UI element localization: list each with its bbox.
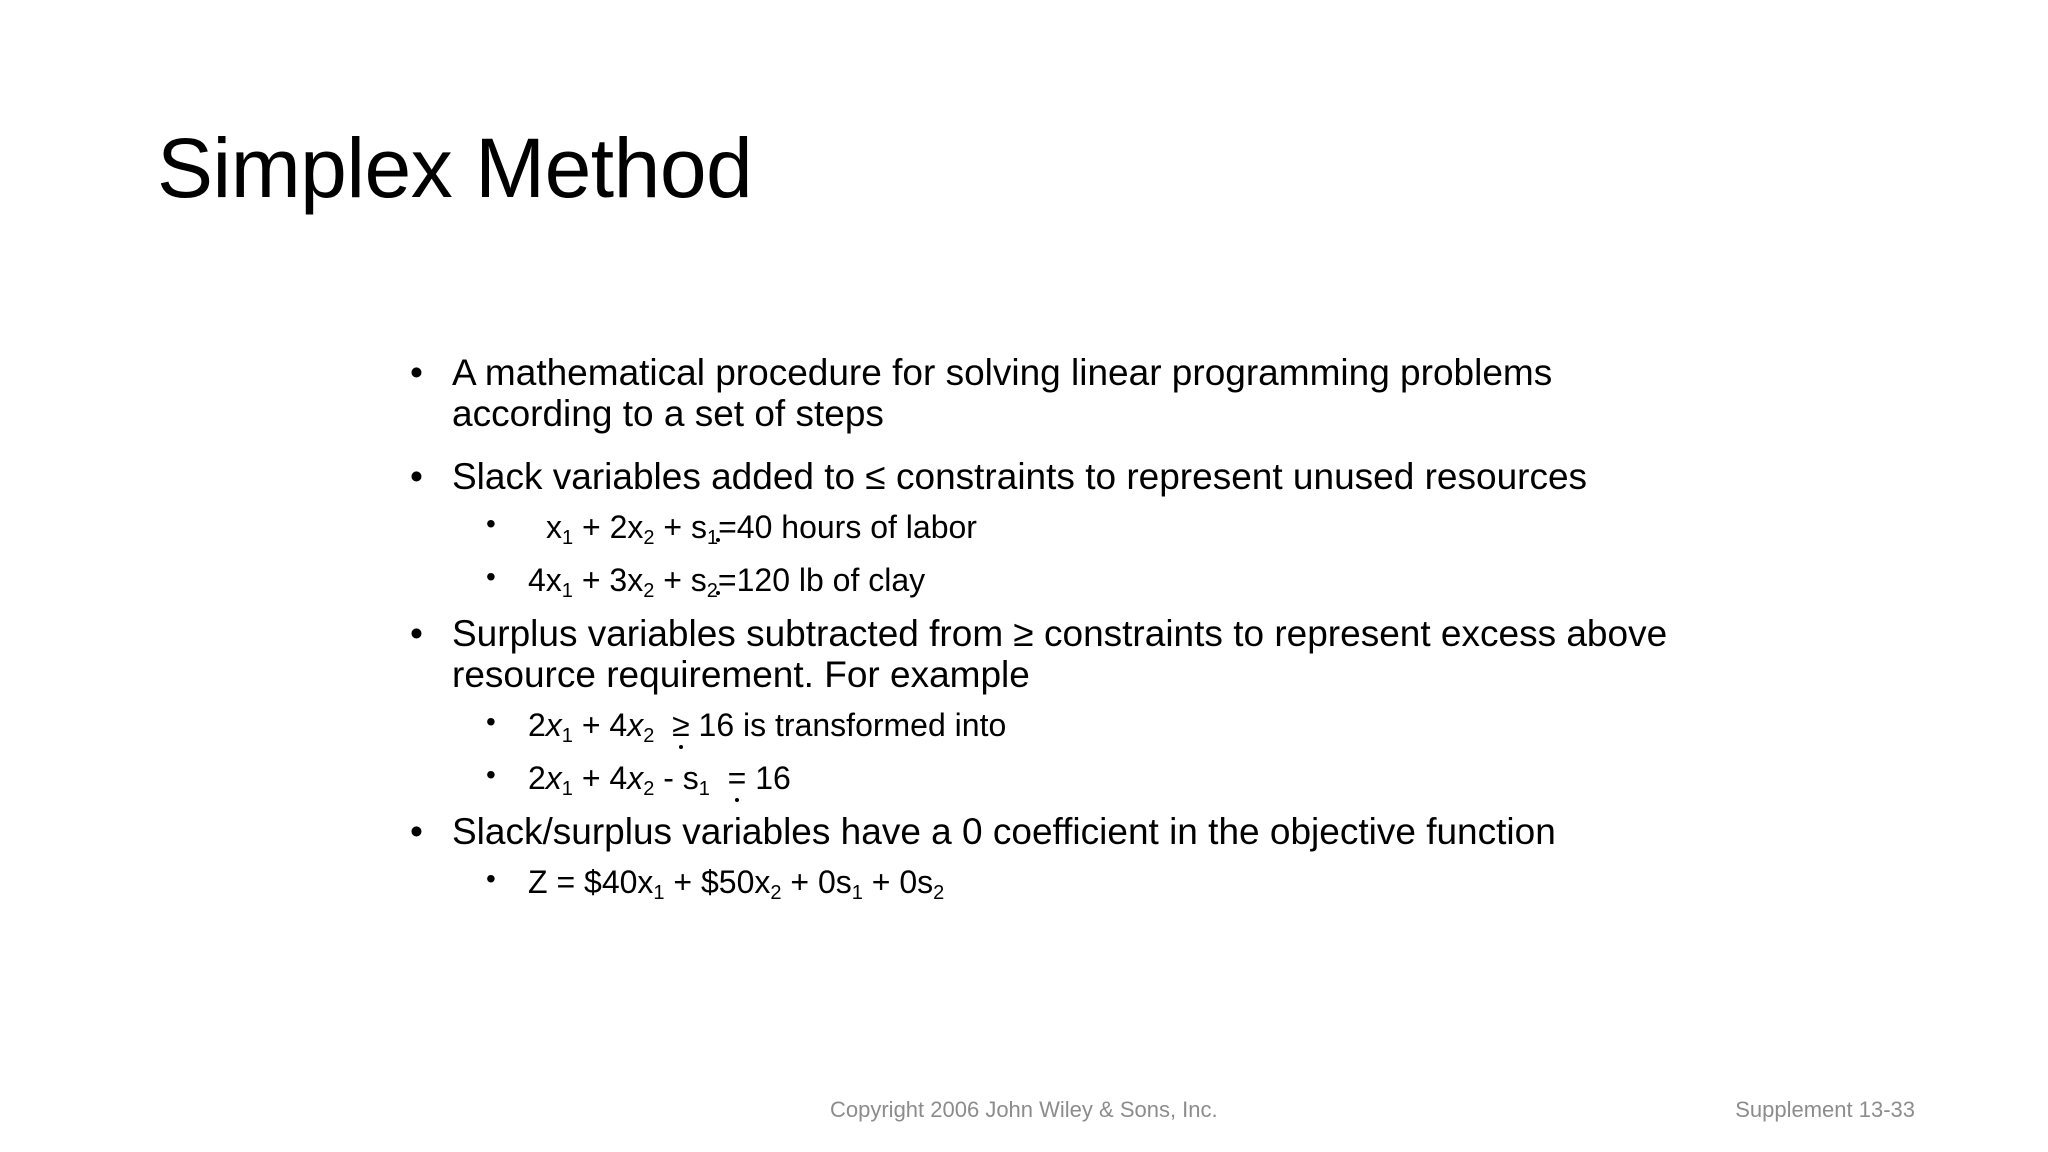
equation-surplus-before: • $2x_1 + 4x_2 \ge 16$ is transformed into <box>410 705 1710 745</box>
slide-body <box>410 352 1710 924</box>
bullet-slack-variables <box>410 456 1710 497</box>
sub-bullet-dot: • <box>486 561 496 592</box>
bullet-surplus-variables <box>410 613 1710 695</box>
bullet-text: Surplus variables subtracted from ≥ constraints to represent excess above resource requirement. For example <box>452 613 1668 695</box>
sub-bullet-dot: • <box>486 759 496 790</box>
bullet-dot: • <box>410 352 423 393</box>
footer-page-number: Supplement 13-33 <box>1735 1097 1915 1122</box>
equation-clay: • $4x_1 + 3x_2 + s_2=120$ lb of clay <box>410 560 1710 600</box>
bullet-dot: • <box>410 811 423 852</box>
bullet-text: Slack variables added to ≤ constraints to represent unused resources <box>452 456 1588 497</box>
sub-bullet-dot: • <box>486 706 496 737</box>
sub-bullet-dot: • <box>486 863 496 894</box>
bullet-text: Slack/surplus variables have a 0 coefficient in the objective function <box>452 811 1556 852</box>
equation-labor: • $x_1 + 2x_2 + s_1=40$ hours of labor <box>410 507 1710 547</box>
bullet-simplex-definition <box>410 352 1710 434</box>
equation-objective: • $Z = \$40x_1$ + $\$50x_2 + 0s_1 + 0s_2$ <box>410 862 1710 902</box>
sub-bullet-dot: • <box>486 508 496 539</box>
bullet-objective-coefficient <box>410 811 1710 852</box>
equation-surplus-after: • $2x_1 + 4x_2 - s_1 = 16$ <box>410 758 1710 798</box>
bullet-dot: • <box>410 613 423 654</box>
bullet-text: A mathematical procedure for solving linear programming problems according to a set of steps <box>452 352 1553 434</box>
footer-copyright: Copyright 2006 John Wiley & Sons, Inc. <box>830 1097 1218 1122</box>
bullet-dot: • <box>410 456 423 497</box>
slide-title: Simplex Method <box>157 121 753 215</box>
